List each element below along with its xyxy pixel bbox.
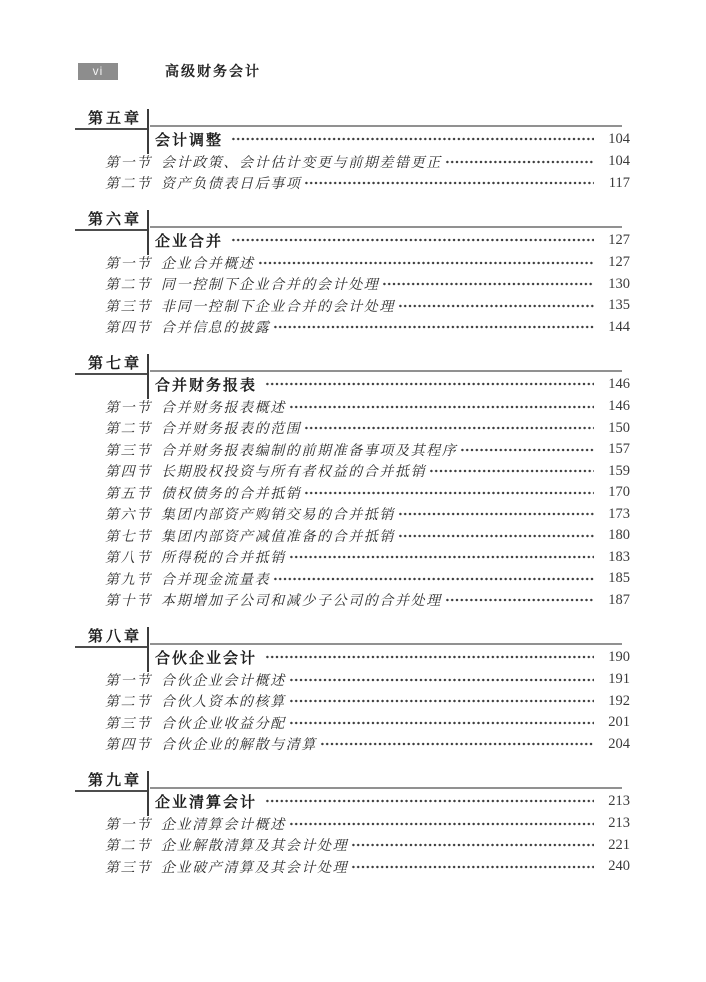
section-page-number: 150 [608,419,630,436]
section-title: 企业解散清算及其会计处理 [161,839,349,855]
toc-section-row [75,547,630,569]
toc-section-row [75,252,630,274]
section-title: 合并财务报表编制的前期准备事项及其程序 [161,443,458,459]
chapter-title-row [155,127,630,151]
section-title: 合并现金流量表 [161,572,271,588]
table-of-contents [75,80,630,878]
section-number-label: 第二节 [105,422,152,438]
chapter-rule-vertical [147,771,149,816]
chapter-rule-left [75,790,148,792]
section-number-label: 第三节 [105,860,152,876]
chapter-heading [75,629,630,669]
section-page-number: 201 [608,714,630,731]
section-page-number: 221 [608,836,630,853]
section-title: 企业清算会计概述 [161,817,286,833]
dot-leader [289,669,594,691]
dot-leader [273,317,594,339]
section-number-label: 第九节 [105,572,152,588]
dot-leader [273,568,594,590]
section-number-label: 第四节 [105,321,152,337]
section-page-number: 213 [608,815,630,832]
section-page-number: 183 [608,548,630,565]
chapter-number-label: 第五章 [88,110,143,127]
section-title: 会计政策、会计估计变更与前期差错更正 [161,155,442,171]
dot-leader [304,173,594,195]
toc-section-row [75,734,630,756]
section-number-label: 第三节 [105,443,152,459]
chapter-page-number: 127 [608,231,630,248]
section-title: 同一控制下企业合并的会计处理 [161,278,380,294]
section-title: 债权债务的合并抵销 [161,486,302,502]
toc-section-row [75,482,630,504]
chapter-number-label: 第七章 [88,355,143,372]
toc-section-row [75,813,630,835]
dot-leader [289,547,594,569]
section-title: 集团内部资产减值准备的合并抵销 [161,529,395,545]
section-page-number: 117 [608,174,630,191]
section-title: 所得税的合并抵销 [161,551,286,567]
section-title: 集团内部资产购销交易的合并抵销 [161,508,395,524]
toc-section-row [75,295,630,317]
chapter-rule-left [75,373,148,375]
toc-section-row [75,504,630,526]
section-page-number: 185 [608,570,630,587]
chapter-number-label: 第九章 [88,772,143,789]
section-page-number: 191 [608,671,630,688]
dot-leader [398,295,594,317]
section-number-label: 第五节 [105,486,152,502]
chapter-heading [75,111,630,151]
section-title: 合并财务报表概述 [161,400,286,416]
chapter-page-number: 104 [608,130,630,147]
dot-leader [429,461,594,483]
dot-leader [289,396,594,418]
section-title: 合伙企业收益分配 [161,716,286,732]
chapter-title: 企业合并 [155,232,224,250]
section-number-label: 第一节 [105,155,152,171]
section-title: 非同一控制下企业合并的会计处理 [161,299,395,315]
chapter-page-number: 213 [608,792,630,809]
section-number-label: 第二节 [105,278,152,294]
chapter-block [75,773,630,878]
chapter-rule-vertical [147,354,149,399]
dot-leader [265,789,594,813]
section-title: 合并财务报表的范围 [161,422,302,438]
toc-section-row [75,173,630,195]
section-page-number: 170 [608,484,630,501]
toc-section-row [75,525,630,547]
section-page-number: 127 [608,254,630,271]
dot-leader [445,590,594,612]
section-title: 合伙人资本的核算 [161,695,286,711]
chapter-title: 会计调整 [155,131,224,149]
section-page-number: 146 [608,398,630,415]
chapter-title: 合伙企业会计 [155,649,258,667]
section-number-label: 第一节 [105,400,152,416]
section-title: 企业破产清算及其会计处理 [161,860,349,876]
chapter-heading [75,773,630,813]
toc-section-row [75,151,630,173]
section-page-number: 130 [608,275,630,292]
toc-section-row [75,835,630,857]
section-number-label: 第一节 [105,256,152,272]
section-number-label: 第十节 [105,594,152,610]
chapter-block [75,356,630,611]
chapter-title-row [155,789,630,813]
chapter-rule-vertical [147,109,149,154]
section-number-label: 第一节 [105,817,152,833]
chapter-number-label: 第八章 [88,628,143,645]
chapter-rule-vertical [147,210,149,255]
chapter-block [75,111,630,194]
chapter-sections [75,252,630,338]
section-title: 合伙企业会计概述 [161,673,286,689]
dot-leader [460,439,594,461]
section-page-number: 135 [608,297,630,314]
section-page-number: 204 [608,735,630,752]
chapter-block [75,629,630,755]
section-page-number: 240 [608,858,630,875]
dot-leader [445,151,594,173]
toc-section-row [75,669,630,691]
toc-section-row [75,317,630,339]
chapter-heading [75,356,630,396]
section-number-label: 第一节 [105,673,152,689]
chapter-rule-left [75,128,148,130]
dot-leader [289,712,594,734]
section-number-label: 第二节 [105,839,152,855]
section-page-number: 159 [608,462,630,479]
chapter-title-row [155,372,630,396]
dot-leader [231,127,594,151]
chapter-sections [75,813,630,878]
section-number-label: 第三节 [105,716,152,732]
section-number-label: 第七节 [105,529,152,545]
folio-badge [78,63,118,80]
section-page-number: 180 [608,527,630,544]
toc-section-row [75,274,630,296]
section-number-label: 第八节 [105,551,152,567]
chapter-sections [75,669,630,755]
dot-leader [304,418,594,440]
section-title: 长期股权投资与所有者权益的合并抵销 [161,465,427,481]
section-number-label: 第二节 [105,695,152,711]
section-number-label: 第六节 [105,508,152,524]
chapter-title: 合并财务报表 [155,376,258,394]
book-title: 高级财务会计 [165,63,261,79]
chapter-title-row [155,645,630,669]
toc-section-row [75,691,630,713]
section-title: 合伙企业的解散与清算 [161,738,317,754]
section-page-number: 187 [608,591,630,608]
section-page-number: 157 [608,441,630,458]
toc-section-row [75,396,630,418]
chapter-number-label: 第六章 [88,211,143,228]
section-title: 合并信息的披露 [161,321,271,337]
dot-leader [289,813,594,835]
section-page-number: 192 [608,692,630,709]
dot-leader [351,856,594,878]
dot-leader [265,645,594,669]
chapter-page-number: 146 [608,375,630,392]
chapter-heading [75,212,630,252]
dot-leader [398,504,594,526]
section-page-number: 104 [608,153,630,170]
toc-section-row [75,461,630,483]
section-title: 本期增加子公司和减少子公司的合并处理 [161,594,442,610]
dot-leader [304,482,594,504]
dot-leader [351,835,594,857]
section-number-label: 第三节 [105,299,152,315]
chapter-sections [75,396,630,611]
section-number-label: 第四节 [105,738,152,754]
dot-leader [231,228,594,252]
section-number-label: 第四节 [105,465,152,481]
chapter-page-number: 190 [608,648,630,665]
chapter-title: 企业清算会计 [155,793,258,811]
dot-leader [258,252,594,274]
section-page-number: 173 [608,505,630,522]
dot-leader [320,734,594,756]
chapter-rule-left [75,229,148,231]
toc-section-row [75,856,630,878]
toc-section-row [75,439,630,461]
chapter-title-row [155,228,630,252]
folio-page-number: vi [92,64,104,78]
section-page-number: 144 [608,318,630,335]
page-header [78,62,630,80]
dot-leader [265,372,594,396]
chapter-rule-left [75,646,148,648]
dot-leader [398,525,594,547]
chapter-rule-vertical [147,627,149,672]
dot-leader [289,691,594,713]
chapter-sections [75,151,630,194]
toc-section-row [75,590,630,612]
section-number-label: 第二节 [105,177,152,193]
toc-section-row [75,712,630,734]
chapter-block [75,212,630,338]
toc-section-row [75,568,630,590]
dot-leader [382,274,594,296]
section-title: 企业合并概述 [161,256,255,272]
toc-section-row [75,418,630,440]
section-title: 资产负债表日后事项 [161,177,302,193]
